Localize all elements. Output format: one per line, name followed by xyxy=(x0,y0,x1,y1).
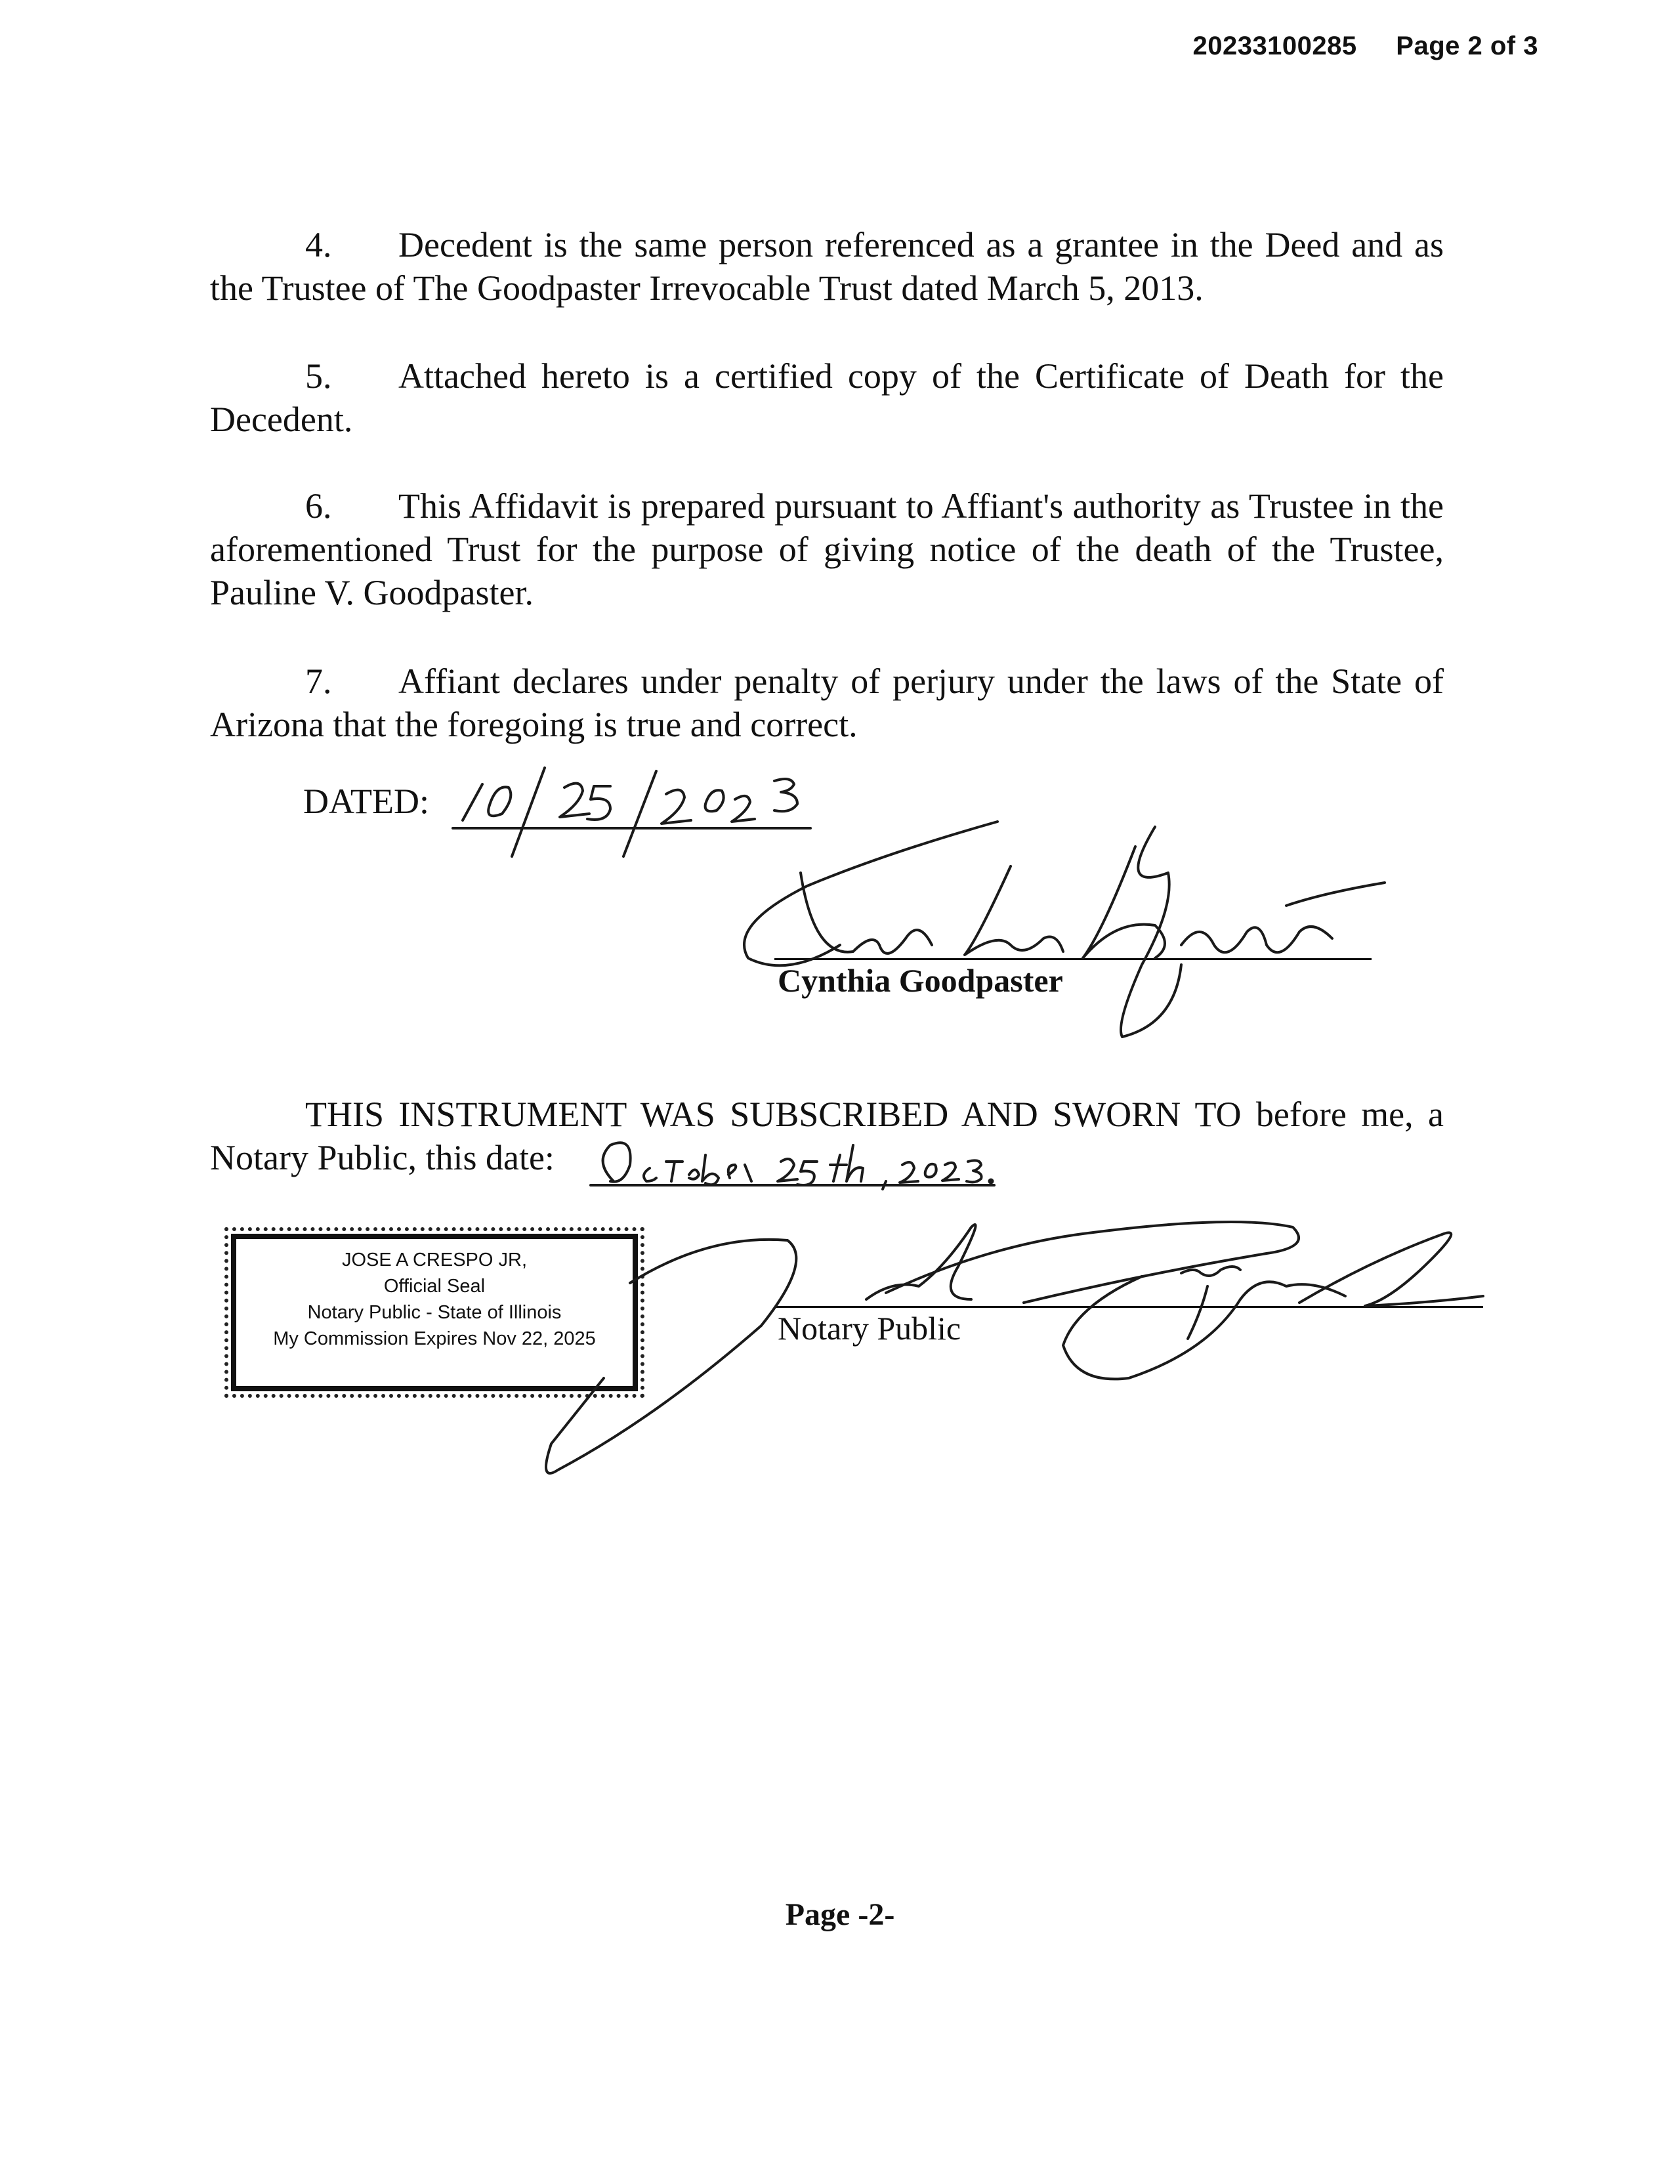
page-info: Page 2 of 3 xyxy=(1396,32,1538,60)
notary-label: Notary Public xyxy=(778,1310,961,1347)
digit-2 xyxy=(560,784,589,817)
affiant-name: Cynthia Goodpaster xyxy=(778,962,1063,999)
paragraph-text: Decedent is the same person referenced as a grantee in the Deed and as the Trustee of The Goodpaster Irrevocable Trust dated March 5, 2013. xyxy=(210,225,1444,308)
sig-g-loop xyxy=(1121,827,1181,1037)
paragraph-text: This Affidavit is prepared pursuant to Affiant's authority as Trustee in the aforementioned Trust for the purpose of giving notice of the death of the Trustee, Pauline V. Goodpaster. xyxy=(210,486,1444,612)
slash-2 xyxy=(623,771,656,856)
document-number: 20233100285 xyxy=(1192,32,1357,60)
paragraph-number: 7. xyxy=(305,662,332,701)
affiant-signature xyxy=(744,822,1385,1037)
digit-0b xyxy=(705,790,724,811)
digit-2b xyxy=(662,790,691,824)
paragraph-text: Attached hereto is a certified copy of the Certificate of Death for the Decedent. xyxy=(210,356,1444,439)
notary-sig-j xyxy=(866,1225,976,1299)
digit-5 xyxy=(587,786,610,820)
notary-sig-tail xyxy=(1299,1232,1483,1306)
notary-sig-sweep xyxy=(886,1222,1299,1303)
sig-oodpaster xyxy=(1181,927,1332,952)
paragraph-6 xyxy=(210,484,1444,614)
page-footer: Page -2- xyxy=(785,1897,895,1932)
digit-0 xyxy=(488,787,511,816)
dated-handwritten-date xyxy=(453,768,810,856)
paragraph-number: 5. xyxy=(305,356,332,396)
notary-signature-line xyxy=(774,1306,1483,1308)
digit-2c xyxy=(732,796,755,822)
affiant-signature-line xyxy=(774,958,1372,960)
notary-sig-middle xyxy=(1181,1267,1240,1339)
paragraph-7 xyxy=(210,660,1444,746)
digit-3 xyxy=(774,779,797,811)
seal-line-state: Notary Public - State of Illinois xyxy=(307,1302,562,1323)
dated-label: DATED: xyxy=(303,782,429,821)
document-header xyxy=(1192,32,1538,61)
paragraph-number: 4. xyxy=(305,225,332,264)
seal-line-official: Official Seal xyxy=(383,1276,486,1297)
sig-loop-c xyxy=(744,822,998,965)
paragraph-5 xyxy=(210,354,1444,441)
slash-1 xyxy=(512,768,545,856)
comma xyxy=(883,1181,886,1189)
notary-seal-stamp xyxy=(231,1234,638,1391)
sig-g xyxy=(1083,847,1165,958)
notary-sig-c-loop xyxy=(1063,1276,1345,1379)
seal-line-name: JOSE A CRESPO JR, xyxy=(341,1250,528,1270)
digit-1 xyxy=(463,784,482,820)
jurat-statement xyxy=(210,1093,1444,1179)
seal-line-commission: My Commission Expires Nov 22, 2025 xyxy=(273,1328,596,1349)
paragraph-4 xyxy=(210,223,1444,310)
jurat-text: THIS INSTRUMENT WAS SUBSCRIBED AND SWORN TO before me, a Notary Public, this date: xyxy=(210,1095,1444,1177)
dated-line xyxy=(303,781,429,822)
paragraph-number: 6. xyxy=(305,486,332,526)
notary-signature xyxy=(546,1222,1483,1473)
sig-ynthia-2 xyxy=(965,866,1063,955)
sig-ynthia-1 xyxy=(801,873,932,954)
sig-t-cross xyxy=(1286,883,1385,906)
paragraph-text: Affiant declares under penalty of perjury under the laws of the State of Arizona that the foregoing is true and correct. xyxy=(210,662,1444,744)
period xyxy=(990,1180,993,1183)
